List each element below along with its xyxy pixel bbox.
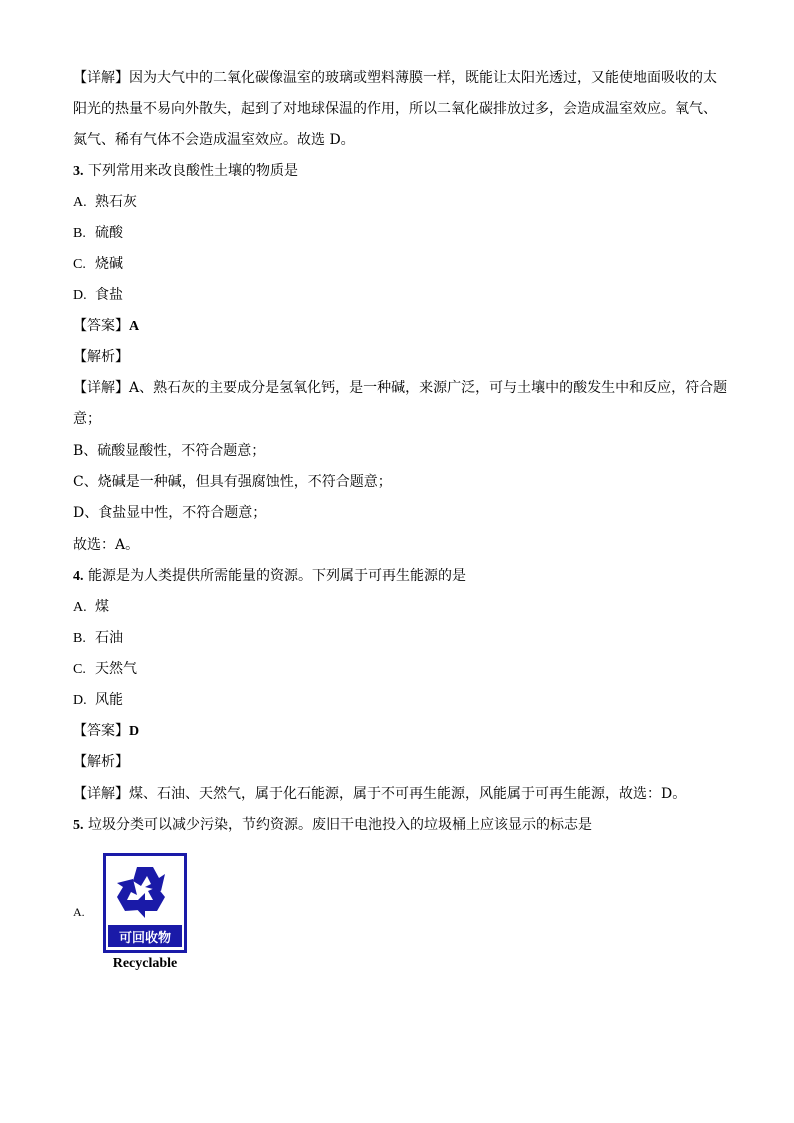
detail-line: 故选：A。 — [73, 537, 140, 553]
question-number: 5. — [73, 818, 84, 833]
option-a: A. 煤 — [73, 599, 109, 615]
question-4-stem — [73, 566, 733, 587]
question-text: 能源是为人类提供所需能量的资源。下列属于可再生能源的是 — [87, 568, 466, 584]
question-3-stem — [73, 161, 733, 182]
analysis-label: 【解析】 — [73, 349, 129, 365]
detail-line: B、硫酸显酸性，不符合题意； — [73, 443, 266, 459]
question-number: 3. — [73, 164, 84, 179]
option-a-letter: A. — [73, 905, 85, 919]
detail-line: 【详解】A、熟石灰的主要成分是氢氧化钙，是一种碱，来源广泛，可与土壤中的酸发生中和反应，符合题 — [73, 380, 728, 396]
option-d: D. 风能 — [73, 692, 123, 708]
paragraph-line: 阳光的热量不易向外散失，起到了对地球保温的作用，所以二氧化碳排放过多，会造成温室效应。氧气、 — [73, 101, 717, 117]
analysis-label: 【解析】 — [73, 754, 129, 770]
recycle-icon — [103, 853, 187, 953]
option-c: C. 烧碱 — [73, 256, 123, 272]
detail-line: D、食盐显中性，不符合题意； — [73, 505, 267, 521]
paragraph-line: 氮气、稀有气体不会造成温室效应。故选 D。 — [73, 132, 355, 148]
question-5-stem — [73, 815, 733, 836]
question-text: 垃圾分类可以减少污染，节约资源。废旧干电池投入的垃圾桶上应该显示的标志是 — [87, 817, 592, 833]
sign-english-label: Recyclable — [112, 956, 178, 971]
recyclable-sign — [103, 853, 187, 953]
option-c: C. 天然气 — [73, 661, 137, 677]
detail-line: 意； — [73, 411, 101, 427]
paragraph-line: 【详解】因为大气中的二氧化碳像温室的玻璃或塑料薄膜一样，既能让太阳光透过，又能使地面吸收的太 — [73, 70, 717, 86]
option-b: B. 硫酸 — [73, 225, 123, 241]
answer-line: 【答案】D — [73, 723, 140, 739]
question-text: 下列常用来改良酸性土壤的物质是 — [87, 163, 298, 179]
sign-chinese-label: 可回收物 — [118, 931, 172, 946]
option-a: A. 熟石灰 — [73, 194, 137, 210]
detail-line: C、烧碱是一种碱，但具有强腐蚀性，不符合题意； — [73, 474, 392, 490]
option-b: B. 石油 — [73, 630, 123, 646]
answer-value: D — [129, 724, 140, 739]
answer-value: A — [129, 319, 140, 334]
detail-line: 【详解】煤、石油、天然气，属于化石能源，属于不可再生能源，风能属于可再生能源，故选：D。 — [73, 786, 687, 802]
answer-line: 【答案】A — [73, 318, 140, 334]
option-d: D. 食盐 — [73, 287, 123, 303]
question-number: 4. — [73, 569, 84, 584]
